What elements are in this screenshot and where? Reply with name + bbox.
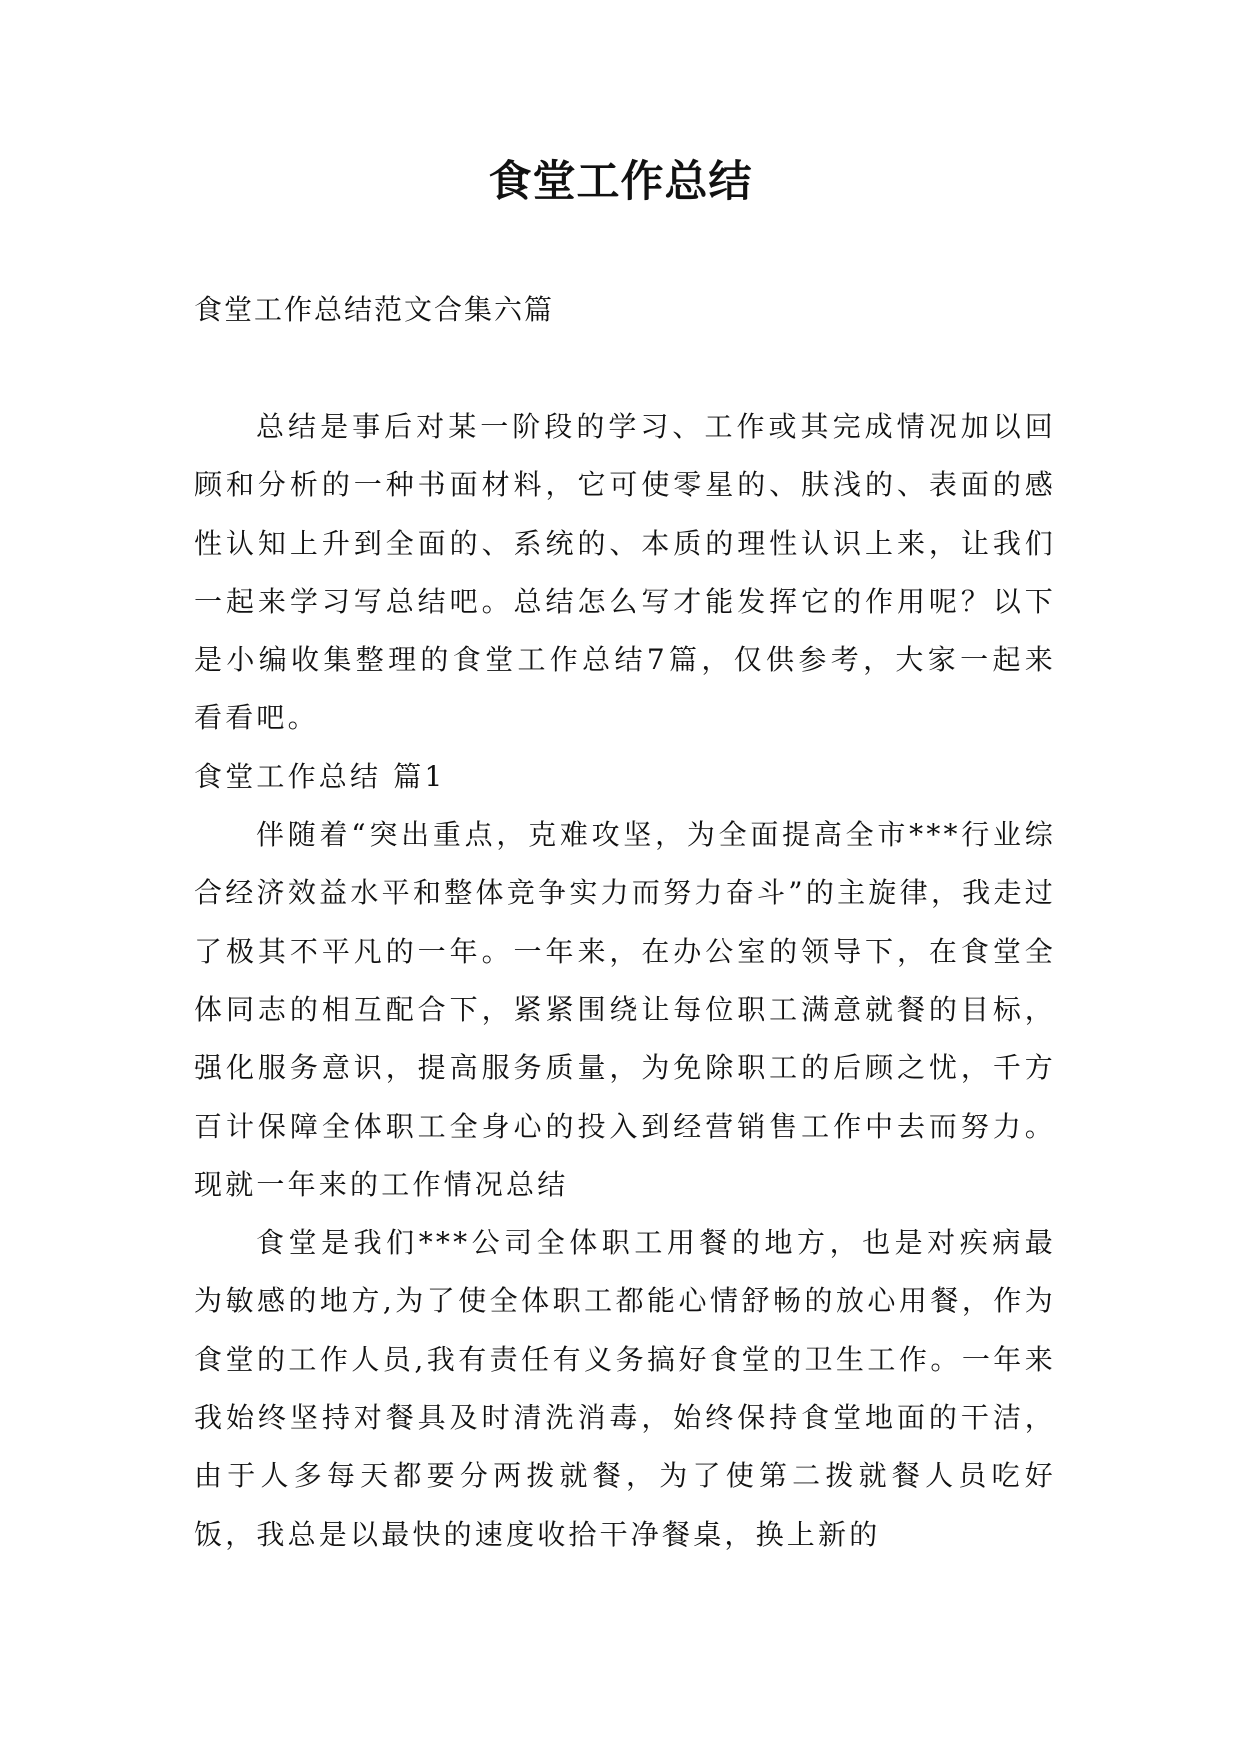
- body-paragraph: 伴随着“突出重点，克难攻坚，为全面提高全市***行业综合经济效益水平和整体竞争实力而努力奋斗”的主旋律，我走过了极其不平凡的一年。一年来，在办公室的领导下，在食堂全体同志的相互配合下，紧紧围绕让每位职工满意就餐的目标，强化服务意识，提高服务质量，为免除职工的后顾之忧，千方百计保障全体职工全身心的投入到经营销售工作中去而努力。现就一年来的工作情况总结: [194, 818, 1056, 1201]
- section-heading: 食堂工作总结 篇1: [194, 759, 446, 793]
- intro-paragraph: 总结是事后对某一阶段的学习、工作或其完成情况加以回顾和分析的一种书面材料，它可使零星的、肤浅的、表面的感性认知上升到全面的、系统的、本质的理性认识上来，让我们一起来学习写总结吧。总结怎么写才能发挥它的作用呢？以下是小编收集整理的食堂工作总结7篇，仅供参考，大家一起来看看吧。: [194, 410, 1056, 735]
- document-title: 食堂工作总结: [488, 157, 753, 207]
- body-paragraph: 食堂是我们***公司全体职工用餐的地方，也是对疾病最为敏感的地方,为了使全体职工都能心情舒畅的放心用餐，作为食堂的工作人员,我有责任有义务搞好食堂的卫生工作。一年来我始终坚持对餐具及时清洗消毒，始终保持食堂地面的干洁，由于人多每天都要分两拨就餐，为了使第二拨就餐人员吃好饭，我总是以最快的速度收拾干净餐桌，换上新的: [194, 1226, 1056, 1551]
- document-subtitle: 食堂工作总结范文合集六篇: [194, 293, 555, 326]
- document-body: [194, 398, 1056, 1564]
